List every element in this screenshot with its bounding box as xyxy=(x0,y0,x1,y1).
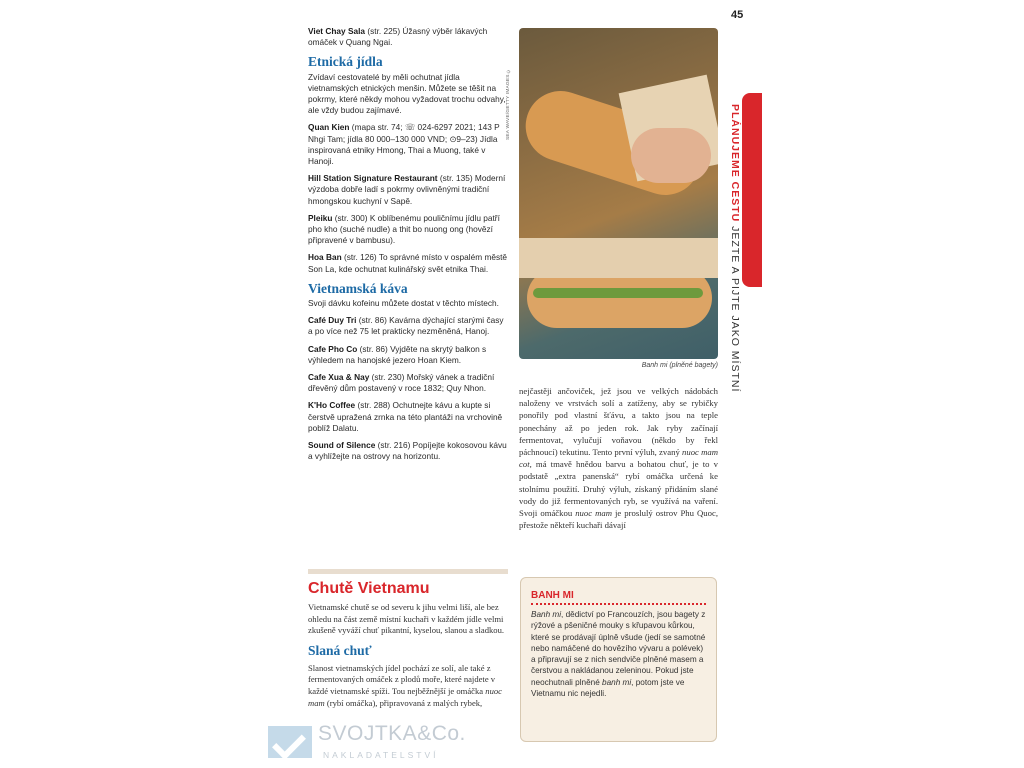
checkmark-logo-icon xyxy=(268,726,312,758)
photo-caption: Banh mi (plněné bagety) xyxy=(641,362,718,369)
entry-name: Hoa Ban xyxy=(308,252,342,263)
entry-text: Mořský vánek a tradiční dřevěný dům postavený v roce 1832; Quy Nhon. xyxy=(308,372,495,394)
dotted-rule xyxy=(531,603,706,605)
filling-shape xyxy=(533,288,703,298)
entry-ref: (str. 86) xyxy=(357,343,391,354)
entry-ref: (str. 126) xyxy=(341,252,379,263)
flavours-intro: Vietnamské chutě se od severu k jihu velmi liší, ale bez ohledu na část země místní kuchaři v každém jídle velmi zkušeně vyváží chuť pikantní, kyselou, slanou a sladkou. xyxy=(308,602,505,636)
photo-credit: SEA WAVE/GETTY IMAGES © xyxy=(506,67,511,140)
publisher-watermark xyxy=(268,722,468,766)
term-nuoc-mam: nuoc mam xyxy=(308,685,502,708)
entry-text: Ochutnejte kávu a kupte si čerstvě upražená zrnka na této plantáži na vrchovině poblíž Dalatu. xyxy=(308,400,503,433)
entry-text: Kavárna dýchající starými časy a po více než 75 let prakticky nezměněná, Hanoj. xyxy=(308,315,504,337)
entry-name: Cafe Pho Co xyxy=(308,343,358,354)
left-column xyxy=(308,26,508,469)
entry-name: Sound of Silence xyxy=(308,440,376,451)
entry-text: Úžasný výběr lákavých omáček v Quang Ngai. xyxy=(308,26,488,48)
entry-text: Moderní výzdoba dobře ladí s pokrmy ovlivněnými tradiční hmongskou kuchyní v Sapě. xyxy=(308,173,506,206)
entry-ref: (str. 216) xyxy=(375,440,413,451)
entry-cafe-xua-nay xyxy=(308,372,508,394)
body-text: , potom jste ve Vietnamu nic nejedli. xyxy=(531,677,685,699)
entry-sound-of-silence xyxy=(308,440,508,462)
entry-ref: (str. 225) xyxy=(365,26,403,36)
heading-flavours: Chutě Vietnamu xyxy=(308,580,430,597)
entry-ref: (str. 86) xyxy=(356,315,390,326)
entry-text: Vyjděte na skrytý balkon s výhledem na hanojské jezero Hoan Kiem. xyxy=(308,343,487,365)
entry-text: Popíjejte kokosovou kávu a vyhlížejte na ostrovy na horizontu. xyxy=(308,440,507,462)
entry-ref: (str. 230) xyxy=(369,372,407,383)
fish-sauce-text xyxy=(519,385,718,531)
body-text: je proslulý ostrov Phu Quoc, přestože někteří kuchaři dávají xyxy=(519,508,718,531)
banh-mi-photo xyxy=(519,28,718,359)
running-header-rest: JEZTE A PIJTE JAKO MÍSTNÍ xyxy=(729,222,741,393)
section-bar xyxy=(308,569,508,574)
entry-pleiku xyxy=(308,213,508,247)
entry-name: Hill Station Signature Restaurant xyxy=(308,173,438,184)
running-header xyxy=(725,104,741,393)
entry-text: K oblíbenému pouličnímu jídlu patří pho kho (suché nudle) a thit bo nuong ong (hovězí připravené v bambusu). xyxy=(308,212,500,246)
chapter-tab xyxy=(742,93,762,287)
watermark-name: SVOJTKA&Co. xyxy=(318,722,466,745)
entry-ref: (mapa str. 74; xyxy=(349,122,405,133)
entry-name: K'Ho Coffee xyxy=(308,400,356,411)
entry-hoa-ban xyxy=(308,252,508,274)
salty-text xyxy=(308,663,508,709)
heading-salty: Slaná chuť xyxy=(308,642,372,658)
entry-ref: (str. 300) xyxy=(332,212,370,223)
entry-hill-station xyxy=(308,173,508,207)
heading-ethnic-food: Etnická jídla xyxy=(308,54,383,70)
entry-viet-chay-sala xyxy=(308,26,508,48)
watermark-subtitle: NAKLADATELSTVÍ xyxy=(323,750,439,760)
banh-mi-box xyxy=(520,577,717,742)
box-text xyxy=(531,609,706,699)
entry-cafe-pho-co xyxy=(308,344,508,366)
entry-name: Pleiku xyxy=(308,212,333,223)
entry-name: Viet Chay Sala xyxy=(308,26,366,36)
body-text: , dědictví po Francouzích, jsou bagety z rýžové a pšeničné mouky s křupavou kůrkou, které se prodávají úplně všude (jedí se samotné nebo namáčené do hovězího vývaru a polévek) a připravují se z nich sendviče plněné masem a čerstvou a nakládanou zeleninou. Pokud jste neochutnali plněné xyxy=(531,610,706,687)
entry-name: Quan Kien xyxy=(308,122,350,133)
body-text: , má tmavě hnědou barvu a bohatou chuť, je to v podstatě „extra panenská“ rybí omáčka určená ke stolnímu použití. Druhý výluh, získaný přidáním slané vody do již fermentovaných ryb, se využívá na vaření. Svoji omáčkou xyxy=(519,459,718,519)
paper-wrap-shape xyxy=(519,238,718,278)
page-number: 45 xyxy=(731,9,744,21)
entry-ref: (str. 288) xyxy=(355,400,393,411)
entry-cafe-duy-tri xyxy=(308,315,508,337)
entry-ref: (str. 135) xyxy=(437,173,475,184)
entry-text: To správné místo v ospalém městě Son La, kde ochutnat kulinářský svět etnika Thai. xyxy=(308,252,508,274)
body-text: nejčastěji ančoviček, jež jsou ve velkých nádobách naloženy ve vrstvách solí a zatíženy, aby se rybičky ponořily pod vlastní šťávu, a takto jsou na teple ponechány až po jeden rok. Jak ryby začínají fermentovat, vylučují voňavou (někdo by řekl páchnoucí) tekutinu. Tento první výluh, zvaný xyxy=(519,386,718,458)
ethnic-intro: Zvídaví cestovatelé by měli ochutnat jídla vietnamských etnických menšin. Můžete se těšit na pokrmy, které někdy mohou vyžadovat trochu odvahy, ale vždy budou zajímavé. xyxy=(308,71,506,116)
entry-name: Cafe Xua & Nay xyxy=(308,372,370,383)
heading-vietnamese-coffee: Vietnamská káva xyxy=(308,280,408,296)
coffee-intro: Svoji dávku kofeinu můžete dostat v těchto místech. xyxy=(308,298,499,309)
body-text: (rybí omáčka), připravovaná z malých rybek, xyxy=(324,697,483,708)
flavours-section xyxy=(308,569,508,715)
term-banh-mi: banh mi xyxy=(602,677,632,687)
entry-kho-coffee xyxy=(308,400,508,434)
entry-quan-kien xyxy=(308,122,508,167)
term-banh-mi: Banh mi xyxy=(531,610,562,619)
running-header-strong: PLÁNUJEME CESTU xyxy=(729,104,741,223)
phone-icon: ☏ xyxy=(404,122,416,133)
box-title: BANH MI xyxy=(531,590,574,601)
entry-text: 024-6297 2021; 143 P Nhgi Tam; jídla 80 000–130 000 VND; ⊙9–23) Jídla inspirovaná etniky Hmong, Thai a Muong, také v Hanoji. xyxy=(308,122,500,167)
term-nuoc-mam-cot: nuoc mam cot xyxy=(519,447,718,470)
body-text: Slanost vietnamských jídel pochází ze solí, ale také z fermentovaných omáček z plodů moře, které najdete v každé vietnamské spíži. Tou nejběžnější je omáčka xyxy=(308,662,496,696)
hand-shape xyxy=(631,128,711,183)
term-nuoc-mam: nuoc mam xyxy=(575,508,612,519)
entry-name: Café Duy Tri xyxy=(308,315,357,326)
